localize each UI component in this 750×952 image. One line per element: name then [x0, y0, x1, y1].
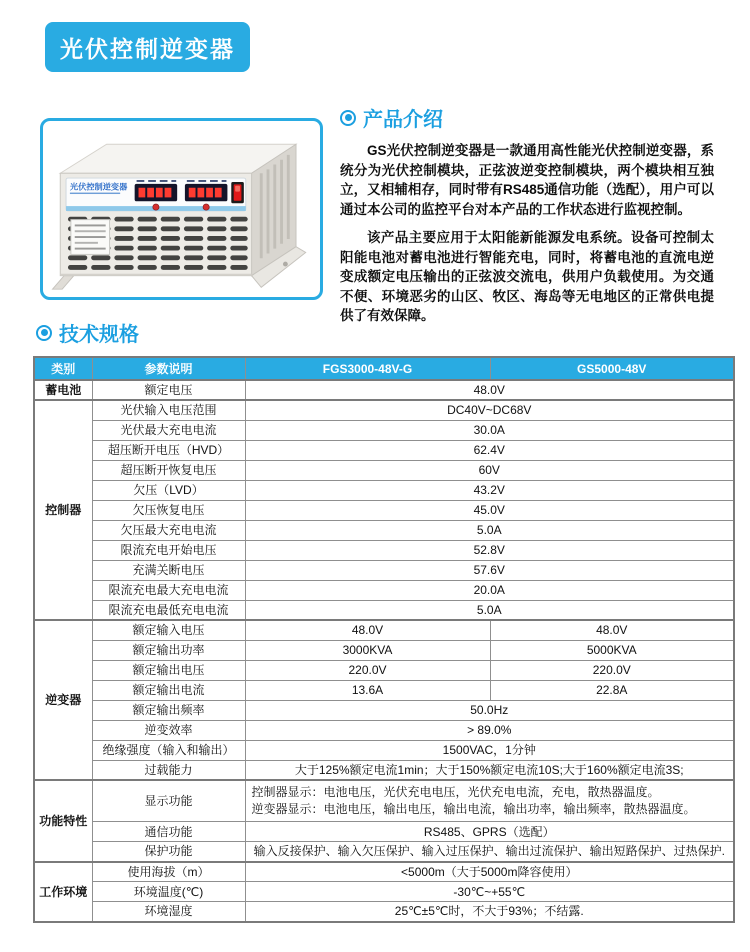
- spec-row: [34, 902, 734, 922]
- value-cell: 1500VAC，1分钟: [245, 740, 734, 760]
- col-header-category: 类别: [34, 357, 92, 380]
- spec-row: [34, 720, 734, 740]
- spec-row: [34, 540, 734, 560]
- intro-heading-text: 产品介绍: [363, 109, 443, 131]
- value-cell: 输入反接保护、输入欠压保护、输入过压保护、输出过流保护、输出短路保护、过热保护.: [245, 842, 734, 862]
- device-label: 光伏控制逆变器: [69, 182, 127, 192]
- param-cell: 限流充电开始电压: [92, 540, 245, 560]
- intro-paragraph-2: 该产品主要应用于太阳能新能源发电系统。设备可控制太阳能电池对蓄电池进行智能充电，同时，将蓄电池的直流电逆变成额定电压输出的正弦波交流电，供用户负载使用。为交通不便、环境恶劣的山区、牧区、海岛等无电地区的正常供电提供了有效保障。: [340, 230, 714, 323]
- spec-row: [34, 460, 734, 480]
- param-cell: 光伏最大充电电流: [92, 420, 245, 440]
- control-panel: [66, 178, 246, 211]
- product-photo-frame: [40, 118, 323, 300]
- value-cell: 大于125%额定电流1min；大于150%额定电流10S;大于160%额定电流3S;: [245, 760, 734, 780]
- param-cell: 额定输出电流: [92, 680, 245, 700]
- param-cell: 超压断开恢复电压: [92, 460, 245, 480]
- flange-hole: [282, 262, 287, 267]
- category-cell: 逆变器: [34, 620, 92, 780]
- product-photo: [46, 123, 318, 295]
- specs-heading-text: 技术规格: [59, 324, 139, 346]
- spec-row: [34, 882, 734, 902]
- category-cell: 控制器: [34, 400, 92, 620]
- specs-heading: [36, 318, 139, 347]
- value-cell: 45.0V: [245, 500, 734, 520]
- value-cell: 220.0V: [490, 660, 734, 680]
- mount-flange-left: [52, 276, 73, 290]
- value-cell: 62.4V: [245, 440, 734, 460]
- value-cell: 5.0A: [245, 520, 734, 540]
- category-cell: 功能特性: [34, 780, 92, 862]
- page-title-banner: [45, 22, 250, 72]
- specs-table: [33, 356, 735, 923]
- value-cell: -30℃~+55℃: [245, 882, 734, 902]
- intro-paragraph-1: GS光伏控制逆变器是一款通用高性能光伏控制逆变器，系统分为光伏控制模块，正弦波逆变控制模块，两个模块相互独立，又相辅相存，同时带有RS485通信功能（选配），用户可以通过本公司的监控平台对本产品的工作状态进行监视控制。: [340, 143, 714, 217]
- param-cell: 显示功能: [92, 780, 245, 822]
- value-cell: 48.0V: [490, 620, 734, 640]
- display-line: 逆变器显示：电池电压，输出电压，输出电流，输出功率，输出频率，散热器温度。: [251, 802, 696, 816]
- value-cell: 3000KVA: [245, 640, 490, 660]
- spec-row: [34, 760, 734, 780]
- spec-row: [34, 560, 734, 580]
- spec-row: [34, 740, 734, 760]
- value-cell: 220.0V: [245, 660, 490, 680]
- param-cell: 超压断开电压（HVD）: [92, 440, 245, 460]
- param-cell: 额定输出频率: [92, 700, 245, 720]
- value-cell: 5.0A: [245, 600, 734, 620]
- spec-row: [34, 580, 734, 600]
- param-cell: 充满关断电压: [92, 560, 245, 580]
- spec-row: [34, 862, 734, 882]
- display-line: 控制器显示：电池电压，光伏充电电压，光伏充电电流，充电，散热器温度。: [251, 785, 660, 799]
- intro-heading: [340, 103, 714, 132]
- bullseye-icon: [36, 325, 52, 341]
- spec-row: [34, 500, 734, 520]
- device-base-edge: [60, 274, 251, 276]
- page-title: 光伏控制逆变器: [60, 35, 235, 62]
- param-cell: 环境湿度: [92, 902, 245, 922]
- value-cell: > 89.0%: [245, 720, 734, 740]
- param-cell: 通信功能: [92, 822, 245, 842]
- param-cell: 过载能力: [92, 760, 245, 780]
- value-cell: 60V: [245, 460, 734, 480]
- category-cell: 蓄电池: [34, 380, 92, 400]
- param-cell: 欠压（LVD）: [92, 480, 245, 500]
- power-switch: [231, 182, 244, 203]
- param-cell: 限流充电最大充电电流: [92, 580, 245, 600]
- spec-row: [34, 822, 734, 842]
- spec-row: [34, 620, 734, 640]
- param-cell: 环境温度(℃): [92, 882, 245, 902]
- value-cell: 48.0V: [245, 620, 490, 640]
- spec-row: [34, 480, 734, 500]
- param-cell: 额定输入电压: [92, 620, 245, 640]
- param-cell: 限流充电最低充电电流: [92, 600, 245, 620]
- intro-section: [340, 103, 714, 326]
- param-cell: 额定电压: [92, 380, 245, 400]
- value-cell: 48.0V: [245, 380, 734, 400]
- value-cell: 57.6V: [245, 560, 734, 580]
- value-cell: 30.0A: [245, 420, 734, 440]
- value-cell: <5000m（大于5000m降容使用）: [245, 862, 734, 882]
- value-cell: 22.8A: [490, 680, 734, 700]
- panel-button: [152, 204, 158, 210]
- spec-row: [34, 700, 734, 720]
- col-header-model2: GS5000-48V: [490, 357, 734, 380]
- param-cell: 欠压最大充电电流: [92, 520, 245, 540]
- spec-row: [34, 780, 734, 822]
- param-cell: 绝缘强度（输入和输出）: [92, 740, 245, 760]
- spec-row: [34, 520, 734, 540]
- spec-row: [34, 440, 734, 460]
- param-cell: 欠压恢复电压: [92, 500, 245, 520]
- value-cell: 25℃±5℃时，不大于93%；不结露.: [245, 902, 734, 922]
- col-header-param: 参数说明: [92, 357, 245, 380]
- value-cell: 5000KVA: [490, 640, 734, 660]
- spec-sticker: [70, 220, 109, 255]
- value-cell: RS485、GPRS（选配）: [245, 822, 734, 842]
- value-cell: 43.2V: [245, 480, 734, 500]
- specs-header-row: [34, 357, 734, 380]
- spec-row: [34, 420, 734, 440]
- value-cell: 50.0Hz: [245, 700, 734, 720]
- value-cell: 20.0A: [245, 580, 734, 600]
- spec-row: [34, 640, 734, 660]
- bullseye-icon: [340, 110, 356, 126]
- value-cell: 13.6A: [245, 680, 490, 700]
- value-cell: 52.8V: [245, 540, 734, 560]
- panel-button: [203, 204, 209, 210]
- spec-row: [34, 842, 734, 862]
- spec-row: [34, 660, 734, 680]
- value-cell: DC40V~DC68V: [245, 400, 734, 420]
- category-cell: 工作环境: [34, 862, 92, 922]
- spec-row: [34, 400, 734, 420]
- specs-table-body: [34, 380, 734, 922]
- spec-row: [34, 680, 734, 700]
- value-cell: [245, 780, 734, 822]
- param-cell: 光伏输入电压范围: [92, 400, 245, 420]
- param-cell: 额定输出功率: [92, 640, 245, 660]
- param-cell: 额定输出电压: [92, 660, 245, 680]
- spec-row: [34, 380, 734, 400]
- spec-row: [34, 600, 734, 620]
- param-cell: 保护功能: [92, 842, 245, 862]
- param-cell: 逆变效率: [92, 720, 245, 740]
- param-cell: 使用海拔（m）: [92, 862, 245, 882]
- col-header-model1: FGS3000-48V-G: [245, 357, 490, 380]
